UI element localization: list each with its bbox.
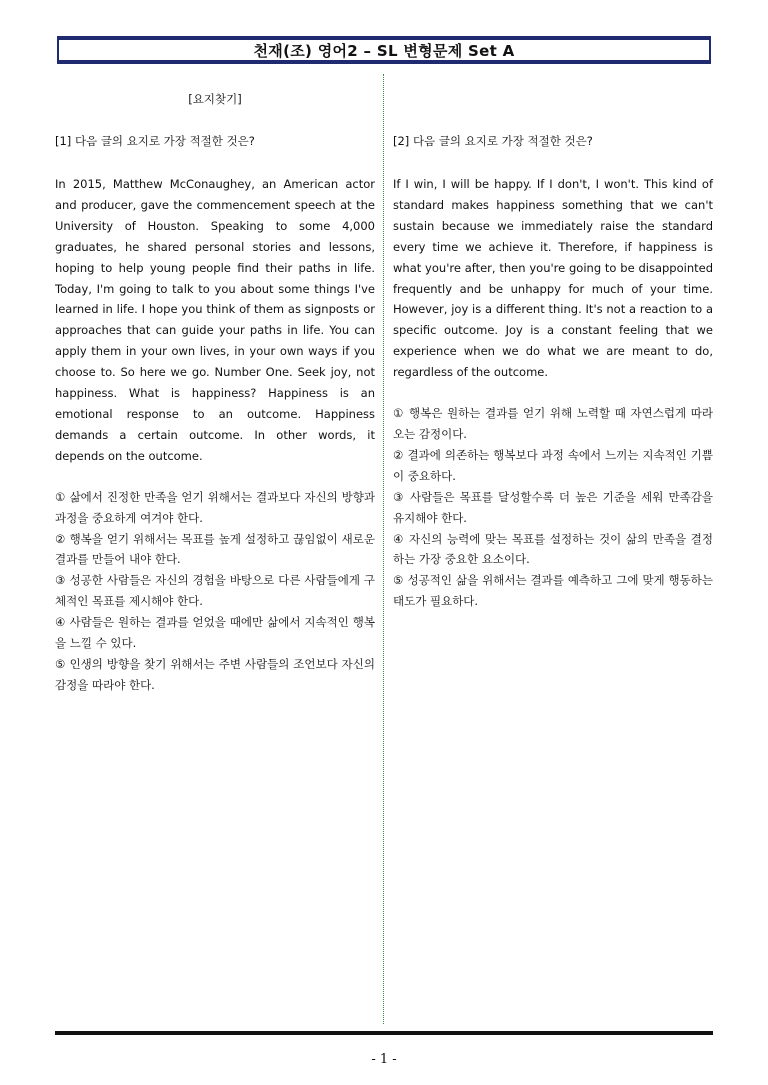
choice-item: ① 행복은 원하는 결과를 얻기 위해 노력할 때 자연스럽게 따라오는 감정이다. (393, 406, 713, 441)
question-2-choices (393, 403, 713, 612)
choice-item: ⑤ 인생의 방향을 찾기 위해서는 주변 사람들의 조언보다 자신의 감정을 따라야 한다. (55, 656, 375, 692)
question-1-passage: In 2015, Matthew McConaughey, an American actor and producer, gave the commencement speech at the University of Houston. Speaking to some 4,000 graduates, he shared personal stories and lessons, hoping to help young people find their paths in life. Today, I'm going to talk to you about some things I've learned in life. I hope you think of them as signposts or approaches that can guide your paths in life. You can apply them in your own lives, in your own ways if you choose to. So here we go. Number One. Seek joy, not happiness. What is happiness? Happiness is an emotional response to an outcome. Happiness demands a certain outcome. In other words, it depends on the outcome. (55, 177, 375, 463)
question-2-label: [2] 다음 글의 요지로 가장 적절한 것은? (393, 134, 593, 148)
document-title: 천재(조) 영어2 – SL 변형문제 Set A (253, 41, 515, 60)
choice-item: ④ 사람들은 원하는 결과를 얻었을 때에만 삶에서 지속적인 행복을 느낄 수 있다. (55, 615, 375, 651)
question-1-choices (55, 487, 375, 696)
question-2-passage: If I win, I will be happy. If I don't, I won't. This kind of standard makes happiness something that we can't sustain because we immediately raise the standard every time we achieve it. Therefore, if happiness is what you're after, then you're going to be disappointed frequently and be unhappy for much of your time. However, joy is a different thing. It's not a reaction to a specific outcome. Joy is a constant feeling that we experience when we do what we are meant to do, regardless of the outcome. (393, 177, 713, 380)
choice-item: ③ 사람들은 목표를 달성할수록 더 높은 기준을 세워 만족감을 유지해야 한다. (393, 489, 713, 525)
footer-rule (55, 1031, 713, 1035)
question-2 (393, 174, 713, 612)
page-number: - 1 - (371, 1052, 397, 1067)
column-divider (383, 74, 384, 1024)
question-1-label: [1] 다음 글의 요지로 가장 적절한 것은? (55, 134, 255, 148)
choice-item: ② 결과에 의존하는 행복보다 과정 속에서 느끼는 지속적인 기쁨이 중요하다. (393, 447, 713, 483)
choice-item: ④ 자신의 능력에 맞는 목표를 설정하는 것이 삶의 만족을 결정하는 가장 중요한 요소이다. (393, 531, 713, 567)
choice-item: ⑤ 성공적인 삶을 위해서는 결과를 예측하고 그에 맞게 행동하는 태도가 필요하다. (393, 573, 713, 609)
section-title: [요지찾기] (188, 92, 242, 106)
choice-item: ① 삶에서 진정한 만족을 얻기 위해서는 결과보다 자신의 방향과 과정을 중요하게 여겨야 한다. (55, 489, 375, 525)
choice-item: ② 행복을 얻기 위해서는 목표를 높게 설정하고 끊임없이 새로운 결과를 만들어 내야 한다. (55, 531, 375, 567)
question-1 (55, 174, 375, 696)
document-header (57, 36, 711, 64)
choice-item: ③ 성공한 사람들은 자신의 경험을 바탕으로 다른 사람들에게 구체적인 목표를 제시해야 한다. (55, 573, 375, 609)
